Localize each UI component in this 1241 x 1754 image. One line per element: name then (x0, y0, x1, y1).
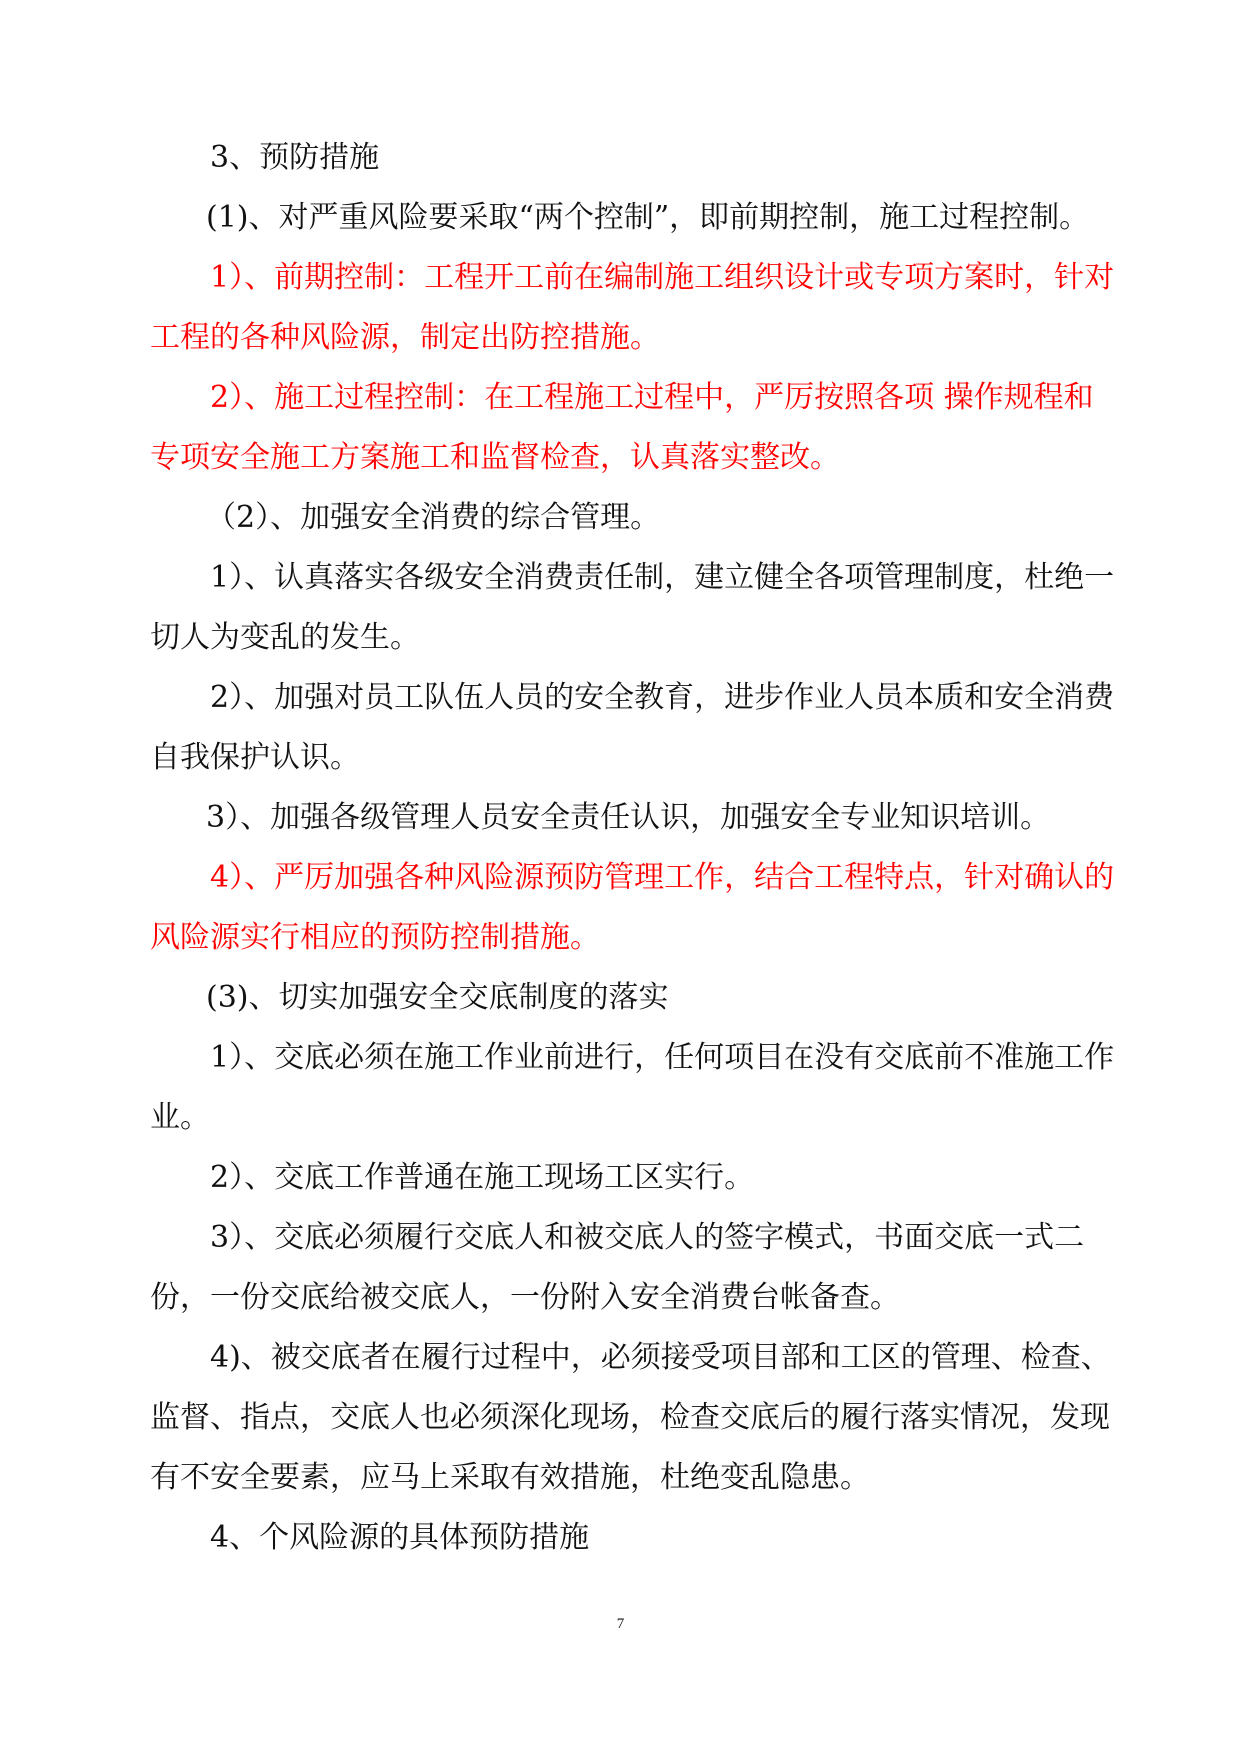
paragraph-early-control: 1）、前期控制：工程开工前在编制施工组织设计或专项方案时，针对工程的各种风险源，制定出防控措施。 (150, 260, 1115, 355)
paragraph-two-controls: (1)、对严重风险要采取“两个控制”，即前期控制，施工过程控制。 (206, 200, 1090, 235)
paragraph-responsibility-system: 1）、认真落实各级安全消费责任制，建立健全各项管理制度，杜绝一切人为变乱的发生。 (150, 560, 1115, 655)
paragraph-briefing-signature: 3）、交底必须履行交底人和被交底人的签字模式，书面交底一式二份，一份交底给被交底人，一份附入安全消费台帐备查。 (150, 1220, 1085, 1315)
paragraph-briefing-location: 2）、交底工作普通在施工现场工区实行。 (210, 1160, 755, 1195)
paragraph-safety-education: 2）、加强对员工队伍人员的安全教育，进步作业人员本质和安全消费自我保护认识。 (150, 680, 1115, 775)
page-number: 7 (616, 1616, 625, 1632)
section-heading-specific-measures: 4、个风险源的具体预防措施 (210, 1520, 590, 1555)
paragraph-briefing-before-work: 1）、交底必须在施工作业前进行，任何项目在没有交底前不准施工作业。 (150, 1040, 1115, 1135)
paragraph-manager-training: 3）、加强各级管理人员安全责任认识，加强安全专业知识培训。 (206, 800, 1051, 835)
paragraph-comprehensive-management: （2）、加强安全消费的综合管理。 (206, 500, 661, 535)
document-body (150, 128, 1118, 1568)
paragraph-process-control: 2）、施工过程控制：在工程施工过程中，严厉按照各项 操作规程和专项安全施工方案施工和监督检查，认真落实整改。 (150, 380, 1094, 475)
paragraph-briefing-supervision: 4)、被交底者在履行过程中，必须接受项目部和工区的管理、检查、监督、指点，交底人也必须深化现场，检查交底后的履行落实情况，发现有不安全要素，应马上采取有效措施，杜绝变乱隐患。 (150, 1340, 1111, 1495)
section-heading-prevention: 3、预防措施 (210, 140, 380, 175)
paragraph-risk-source-management: 4）、严厉加强各种风险源预防管理工作，结合工程特点，针对确认的风险源实行相应的预防控制措施。 (150, 860, 1115, 955)
paragraph-safety-briefing-heading: (3)、切实加强安全交底制度的落实 (206, 980, 669, 1015)
